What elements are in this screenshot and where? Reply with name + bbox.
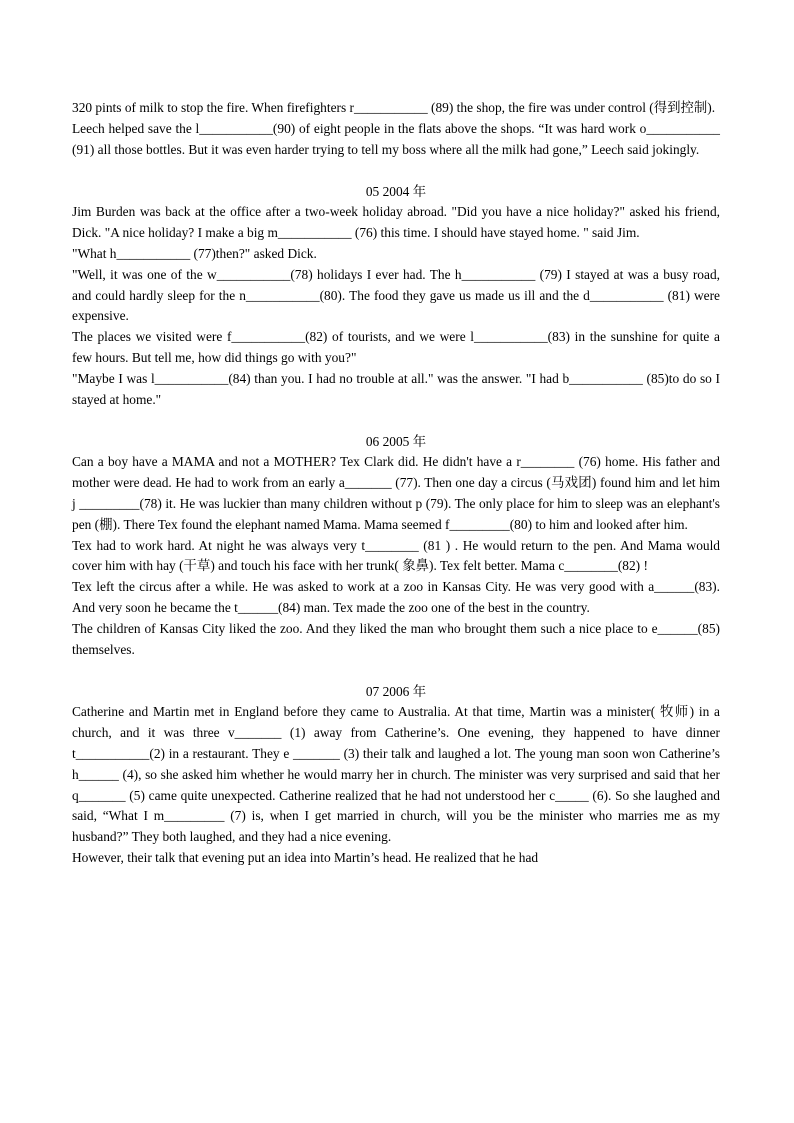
paragraph: "Maybe I was l___________(84) than you. I had no trouble at all." was the answer. "I had b___________ (85)to do so I stayed at home.": [72, 370, 720, 407]
document-page: [72, 98, 720, 869]
paragraph: "Well, it was one of the w___________(78) holidays I ever had. The h___________ (79) I stayed at was a busy road, and could hardly sleep for the n___________(80). The food they gave us made us ill and the d___________ (81) were expensive.: [72, 266, 720, 324]
section-heading: 06 2005 年: [365, 434, 427, 450]
paragraph: 320 pints of milk to stop the fire. When firefighters r___________ (89) the shop, the fire was under control (得到控制).: [72, 100, 716, 115]
paragraph: Can a boy have a MAMA and not a MOTHER? Tex Clark did. He didn't have a r________ (76) home. His father and mother were dead. He had to work from an early a_______ (77). Then one day a circus (马戏团) found him and let him j _________(78) it. He was luckier than many children without p (79). The only place for him to sleep was an elephant's pen (棚). There Tex found the elephant named Mama. Mama seemed f_________(80) to him and looked after him.: [72, 454, 720, 532]
section-heading: 05 2004 年: [365, 184, 427, 200]
passage-05: [72, 168, 720, 410]
passage-04: [72, 98, 720, 160]
paragraph: "What h___________ (77)then?" asked Dick.: [72, 245, 317, 261]
paragraph: Leech helped save the l___________(90) of eight people in the flats above the shops. “It was hard work o___________ (91) all those bottles. But it was even harder trying to tell my boss where all the milk had gone,” Leech said jokingly.: [72, 120, 720, 157]
paragraph: Jim Burden was back at the office after a two-week holiday abroad. "Did you have a nice holiday?" asked his friend, Dick. "A nice holiday? I make a big m___________ (76) this time. I should have stayed home. " said Jim.: [72, 204, 720, 241]
section-heading: 07 2006 年: [365, 684, 427, 700]
paragraph: The children of Kansas City liked the zoo. And they liked the man who brought them such a nice place to e______(85) themselves.: [72, 620, 720, 657]
paragraph: Catherine and Martin met in England before they came to Australia. At that time, Martin was a minister( 牧师) in a church, and it was three v_______ (1) away from Catherine’s. One evening, they happened to have dinner t___________(2) in a restaurant. They e _______ (3) their talk and laughed a lot. The young man soon won Catherine’s h______ (4), so she asked him whether he would marry her in church. The minister was very surprised and said that her q_______ (5) came quite unexpected. Catherine realized that he had not understood her c_____ (6). So she laughed and said, “What I m_________ (7) is, when I get married in church, will you be the minister who marries me as my husband?” They both laughed, and they had a nice evening.: [72, 704, 720, 845]
passage-07: [72, 668, 720, 868]
paragraph: Tex had to work hard. At night he was always very t________ (81 ) . He would return to the pen. And Mama would cover him with hay (干草) and touch his face with her trunk( 象鼻). Tex felt better. Mama c________(82) !: [72, 537, 720, 574]
paragraph: However, their talk that evening put an idea into Martin’s head. He realized that he had: [72, 849, 539, 865]
paragraph: Tex left the circus after a while. He was asked to work at a zoo in Kansas City. He was very good with a______(83). And very soon he became the t______(84) man. Tex made the zoo one of the best in the country.: [72, 579, 720, 615]
passage-06: [72, 418, 720, 660]
paragraph: The places we visited were f___________(82) of tourists, and we were l___________(83) in the sunshine for quite a few hours. But tell me, how did things go with you?": [72, 329, 720, 365]
